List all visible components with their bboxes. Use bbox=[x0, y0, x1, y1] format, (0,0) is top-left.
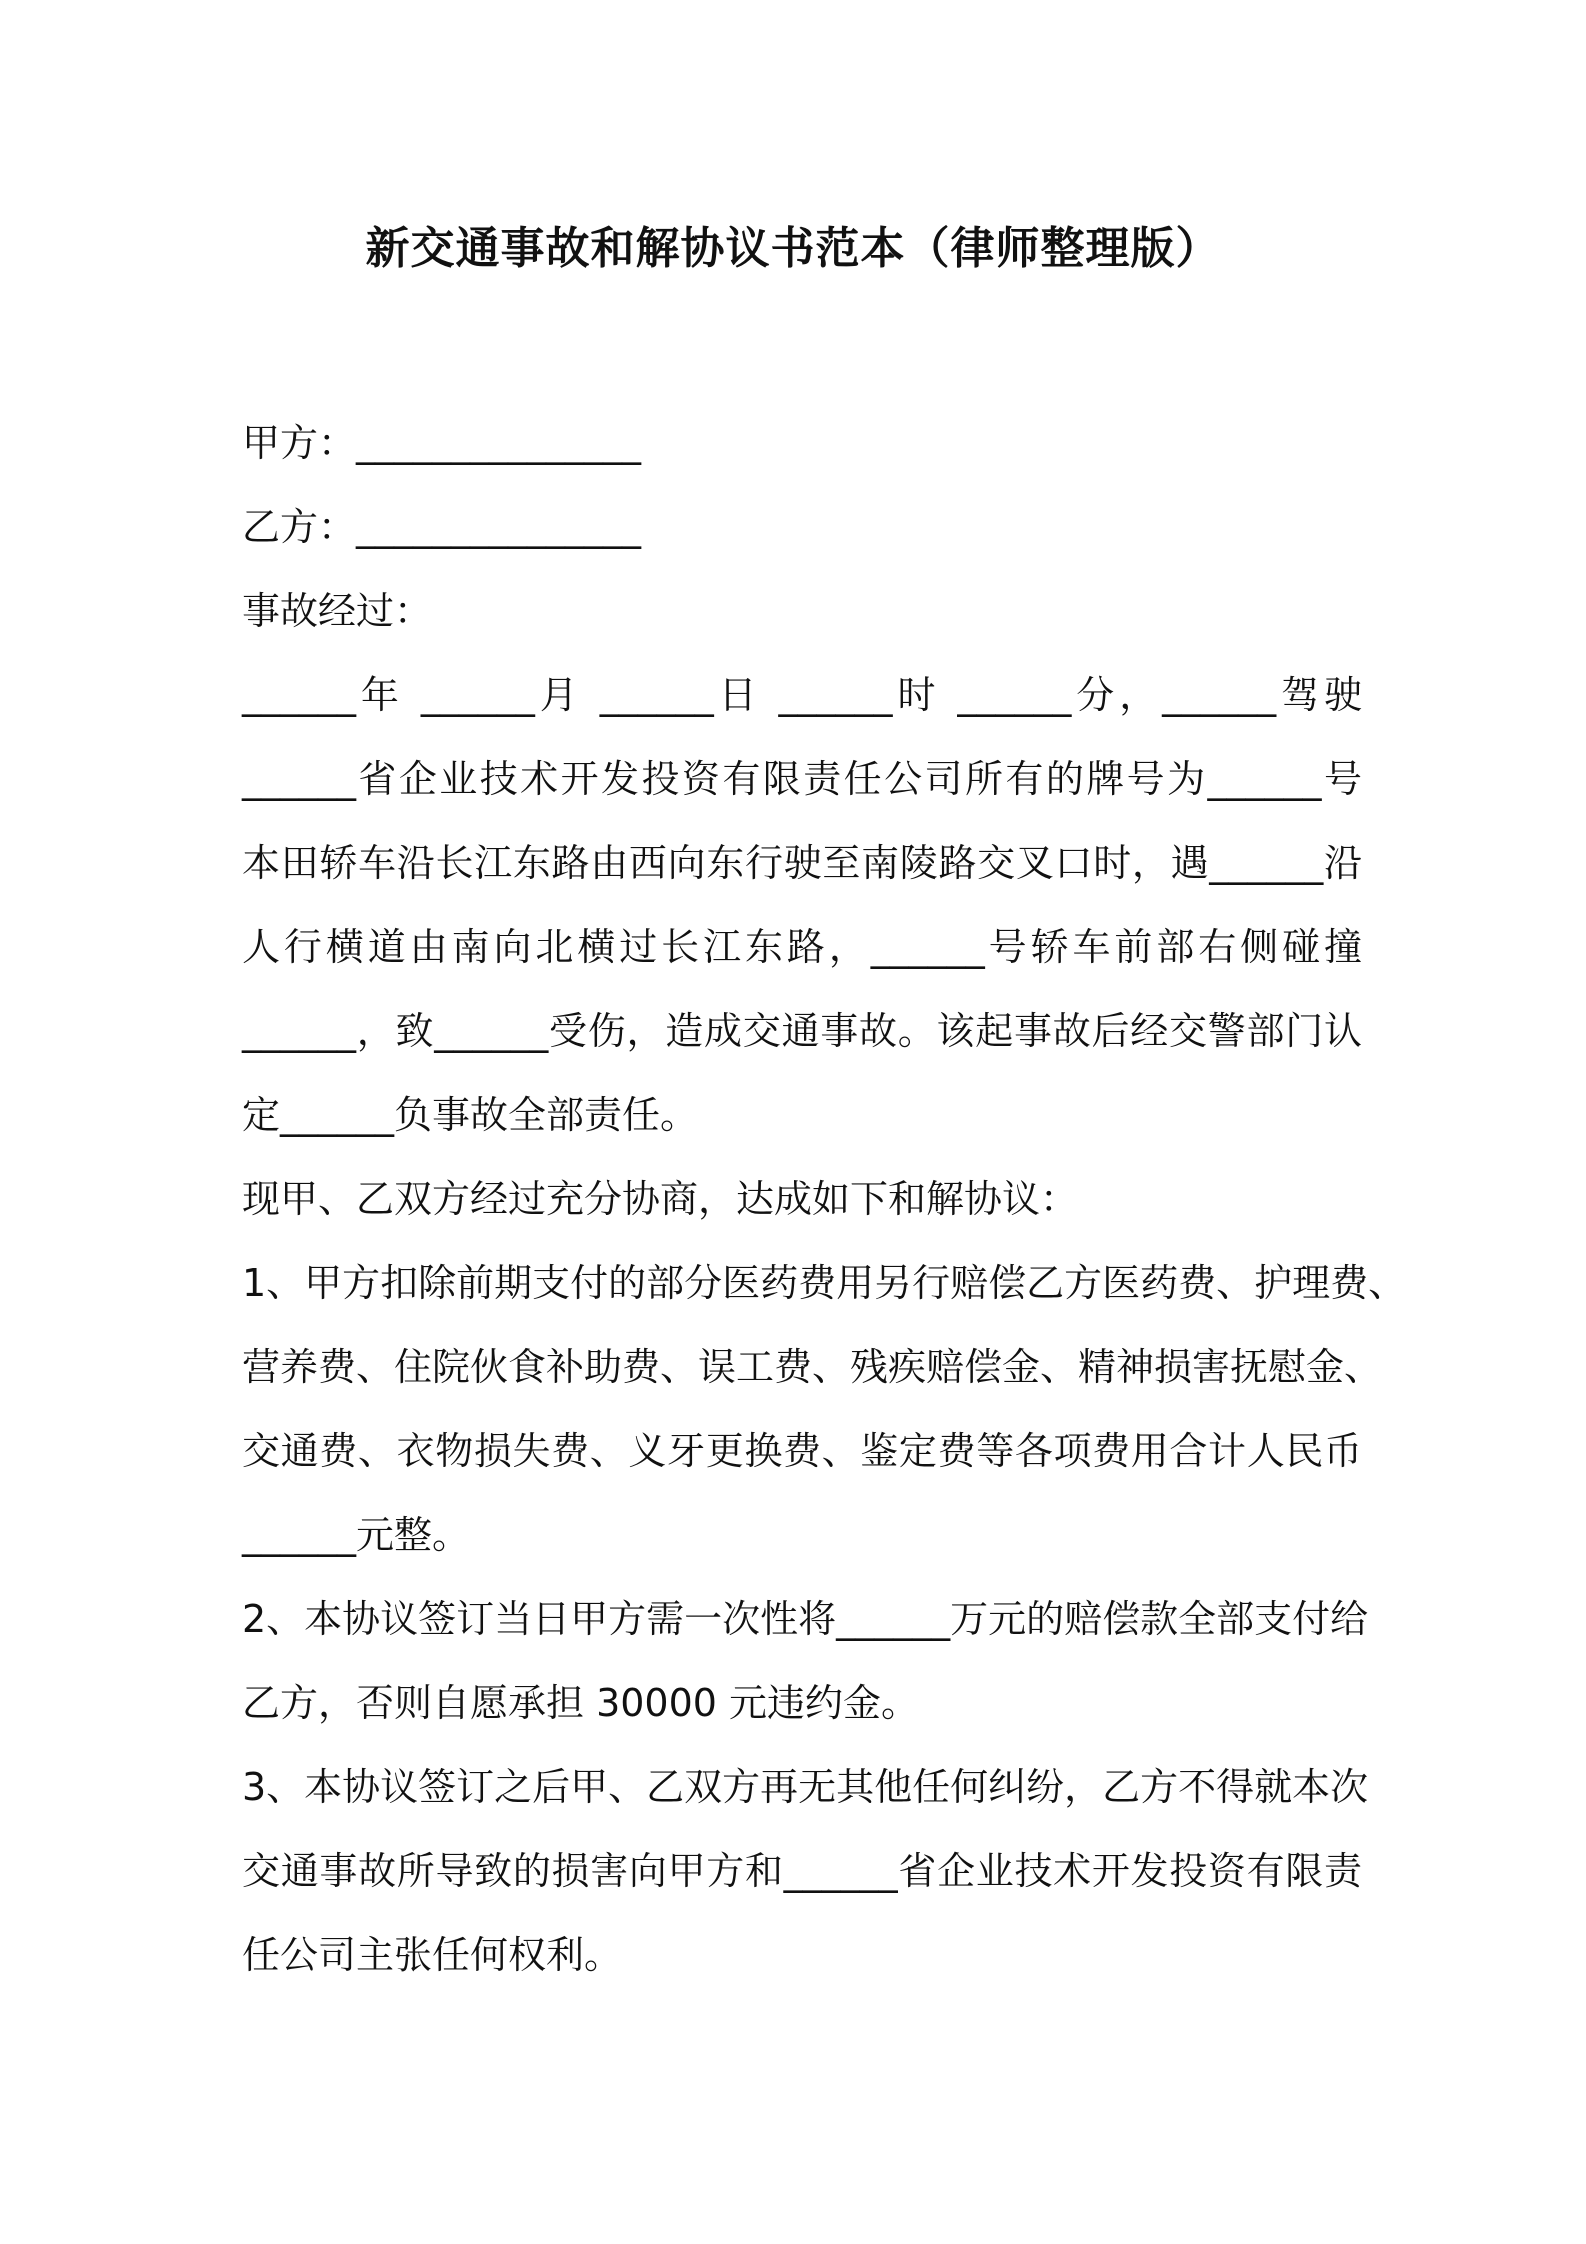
accident-text-line: ______年 ______月 ______日 ______时 ______分，______驾驶 bbox=[242, 673, 1362, 717]
document-title: 新交通事故和解协议书范本（律师整理版） bbox=[365, 223, 1221, 274]
party-a-line: 甲方：_______________ bbox=[242, 421, 642, 465]
accident-heading: 事故经过： bbox=[242, 589, 433, 633]
clause-1-line: 营养费、住院伙食补助费、误工费、残疾赔偿金、精神损害抚慰金、 bbox=[242, 1345, 1383, 1389]
clause-2-line: 2、本协议签订当日甲方需一次性将______万元的赔偿款全部支付给 bbox=[242, 1597, 1369, 1641]
clause-3-line: 任公司主张任何权利。 bbox=[242, 1933, 623, 1977]
party-b-line: 乙方：_______________ bbox=[242, 505, 642, 549]
agreement-intro: 现甲、乙双方经过充分协商，达成如下和解协议： bbox=[242, 1177, 1079, 1221]
clause-2-line: 乙方，否则自愿承担 30000 元违约金。 bbox=[242, 1681, 920, 1725]
clause-3-line: 交通事故所导致的损害向甲方和______省企业技术开发投资有限责 bbox=[242, 1849, 1362, 1893]
clause-1-line: ______元整。 bbox=[242, 1513, 471, 1557]
accident-text-line: 人行横道由南向北横过长江东路，______号轿车前部右侧碰撞 bbox=[242, 925, 1362, 969]
clause-1-line: 1、甲方扣除前期支付的部分医药费用另行赔偿乙方医药费、护理费、 bbox=[242, 1261, 1407, 1305]
accident-text-line: ______，致______受伤，造成交通事故。该起事故后经交警部门认 bbox=[242, 1009, 1362, 1053]
accident-text-line: 定______负事故全部责任。 bbox=[242, 1093, 699, 1137]
clause-3-line: 3、本协议签订之后甲、乙双方再无其他任何纠纷，乙方不得就本次 bbox=[242, 1765, 1369, 1809]
accident-text-line: 本田轿车沿长江东路由西向东行驶至南陵路交叉口时，遇______沿 bbox=[242, 841, 1362, 885]
clause-1-line: 交通费、衣物损失费、义牙更换费、鉴定费等各项费用合计人民币 bbox=[242, 1429, 1362, 1473]
accident-text-line: ______省企业技术开发投资有限责任公司所有的牌号为______号 bbox=[242, 757, 1362, 801]
